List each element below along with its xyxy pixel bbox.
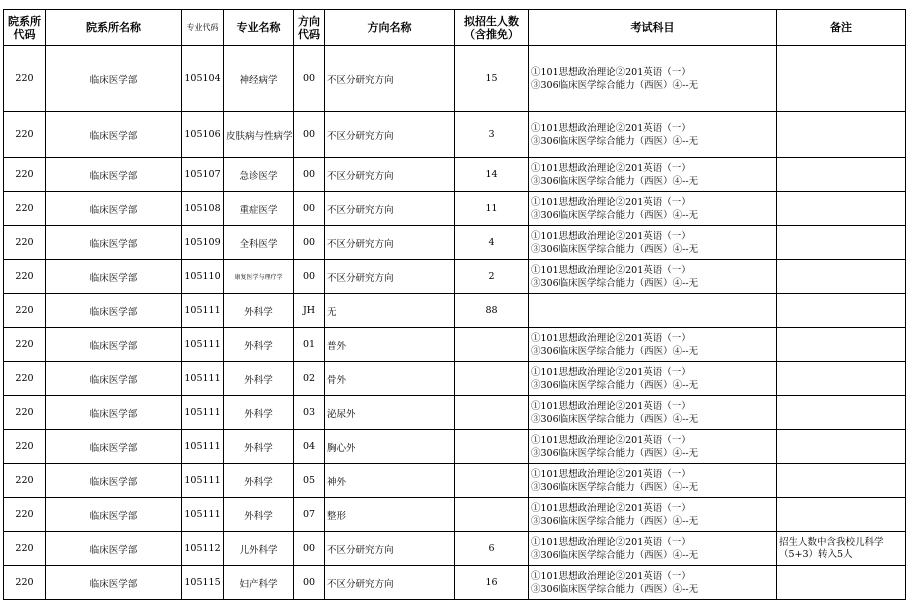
subject-line: ③306临床医学综合能力（西医）④--无: [531, 447, 699, 459]
subject-line: ③306临床医学综合能力（西医）④--无: [531, 277, 699, 289]
cell-direction-code: 00: [294, 112, 325, 158]
cell-subjects: [529, 192, 777, 226]
subject-line: ①101思想政治理论②201英语（一）: [531, 366, 691, 378]
cell-dept-name: 临床医学部: [46, 328, 182, 362]
cell-direction-name: 无: [325, 294, 455, 328]
cell-direction-name: 不区分研究方向: [325, 158, 455, 192]
cell-direction-name: 普外: [325, 328, 455, 362]
cell-quota: 2: [455, 260, 529, 294]
cell-dept-code: 220: [4, 294, 46, 328]
cell-dept-name: 临床医学部: [46, 362, 182, 396]
cell-quota: [455, 328, 529, 362]
subject-line: ③306临床医学综合能力（西医）④--无: [531, 379, 699, 391]
cell-note: [777, 192, 906, 226]
table-row: [4, 362, 906, 396]
cell-subjects: [529, 46, 777, 112]
cell-subjects: [529, 112, 777, 158]
subject-line: ①101思想政治理论②201英语（一）: [531, 196, 691, 208]
cell-note: [777, 362, 906, 396]
cell-quota: [455, 498, 529, 532]
subject-line: ①101思想政治理论②201英语（一）: [531, 400, 691, 412]
cell-major-code: 105109: [182, 226, 224, 260]
header-dept-code: 院系所代码: [4, 10, 46, 46]
cell-major-code: 105110: [182, 260, 224, 294]
subject-line: ①101思想政治理论②201英语（一）: [531, 66, 691, 78]
table-row: [4, 226, 906, 260]
cell-direction-code: 00: [294, 46, 325, 112]
table-row: [4, 464, 906, 498]
cell-subjects: [529, 566, 777, 600]
cell-dept-name: 临床医学部: [46, 396, 182, 430]
cell-major-code: 105104: [182, 46, 224, 112]
cell-dept-name: 临床医学部: [46, 226, 182, 260]
table-row: [4, 112, 906, 158]
cell-dept-code: 220: [4, 260, 46, 294]
cell-direction-code: 00: [294, 158, 325, 192]
table-row: [4, 566, 906, 600]
cell-dept-code: 220: [4, 112, 46, 158]
subject-line: ③306临床医学综合能力（西医）④--无: [531, 549, 699, 561]
cell-quota: 88: [455, 294, 529, 328]
cell-direction-code: 01: [294, 328, 325, 362]
cell-note: [777, 464, 906, 498]
cell-quota: [455, 396, 529, 430]
cell-major-name: 外科学: [224, 362, 294, 396]
cell-direction-code: 00: [294, 192, 325, 226]
subject-line: ③306临床医学综合能力（西医）④--无: [531, 243, 699, 255]
cell-major-code: 105106: [182, 112, 224, 158]
cell-direction-name: 不区分研究方向: [325, 112, 455, 158]
subject-line: ③306临床医学综合能力（西医）④--无: [531, 515, 699, 527]
cell-dept-code: 220: [4, 498, 46, 532]
cell-direction-name: 不区分研究方向: [325, 260, 455, 294]
cell-dept-name: 临床医学部: [46, 260, 182, 294]
cell-major-name: 儿外科学: [224, 532, 294, 566]
cell-direction-code: 00: [294, 566, 325, 600]
cell-direction-name: 胸心外: [325, 430, 455, 464]
cell-major-code: 105111: [182, 396, 224, 430]
cell-note: [777, 260, 906, 294]
cell-direction-code: 07: [294, 498, 325, 532]
cell-quota: 14: [455, 158, 529, 192]
cell-major-name: 外科学: [224, 464, 294, 498]
cell-major-name: 外科学: [224, 294, 294, 328]
table-row: [4, 396, 906, 430]
cell-major-code: 105112: [182, 532, 224, 566]
cell-major-name: 外科学: [224, 328, 294, 362]
cell-quota: 3: [455, 112, 529, 158]
header-direction-name: 方向名称: [325, 10, 455, 46]
cell-direction-code: 00: [294, 532, 325, 566]
cell-note: [777, 112, 906, 158]
header-direction-code: 方向代码: [294, 10, 325, 46]
cell-direction-name: 整形: [325, 498, 455, 532]
subject-line: ①101思想政治理论②201英语（一）: [531, 332, 691, 344]
cell-major-name: 重症医学: [224, 192, 294, 226]
subject-line: ①101思想政治理论②201英语（一）: [531, 536, 691, 548]
cell-quota: 4: [455, 226, 529, 260]
cell-note: [777, 396, 906, 430]
cell-dept-code: 220: [4, 532, 46, 566]
cell-subjects: [529, 498, 777, 532]
cell-direction-name: 神外: [325, 464, 455, 498]
cell-quota: [455, 464, 529, 498]
cell-dept-code: 220: [4, 396, 46, 430]
table-row: [4, 430, 906, 464]
cell-direction-name: 不区分研究方向: [325, 192, 455, 226]
subject-line: ①101思想政治理论②201英语（一）: [531, 434, 691, 446]
table-header-row: [4, 10, 906, 46]
cell-major-name: 神经病学: [224, 46, 294, 112]
cell-major-code: 105111: [182, 328, 224, 362]
cell-subjects: [529, 294, 777, 328]
cell-major-code: 105111: [182, 430, 224, 464]
subject-line: ①101思想政治理论②201英语（一）: [531, 570, 691, 582]
cell-major-name: 康复医学与理疗学: [224, 260, 294, 294]
cell-note: [777, 430, 906, 464]
cell-direction-code: 02: [294, 362, 325, 396]
cell-dept-name: 临床医学部: [46, 430, 182, 464]
cell-quota: 15: [455, 46, 529, 112]
cell-dept-code: 220: [4, 362, 46, 396]
cell-direction-code: 00: [294, 260, 325, 294]
cell-dept-name: 临床医学部: [46, 112, 182, 158]
cell-subjects: [529, 430, 777, 464]
table-row: [4, 46, 906, 112]
header-subjects: 考试科目: [529, 10, 777, 46]
cell-dept-code: 220: [4, 464, 46, 498]
header-quota: 拟招生人数（含推免）: [455, 10, 529, 46]
cell-note: [777, 328, 906, 362]
cell-major-code: 105111: [182, 294, 224, 328]
cell-note: [777, 158, 906, 192]
subject-line: ①101思想政治理论②201英语（一）: [531, 162, 691, 174]
cell-subjects: [529, 532, 777, 566]
cell-major-name: 妇产科学: [224, 566, 294, 600]
cell-direction-code: 05: [294, 464, 325, 498]
cell-direction-name: 不区分研究方向: [325, 226, 455, 260]
cell-dept-name: 临床医学部: [46, 566, 182, 600]
cell-major-name: 外科学: [224, 396, 294, 430]
header-note: 备注: [777, 10, 906, 46]
cell-direction-name: 不区分研究方向: [325, 566, 455, 600]
cell-dept-code: 220: [4, 566, 46, 600]
subject-line: ③306临床医学综合能力（西医）④--无: [531, 175, 699, 187]
subject-line: ①101思想政治理论②201英语（一）: [531, 468, 691, 480]
cell-major-name: 外科学: [224, 498, 294, 532]
cell-direction-name: 不区分研究方向: [325, 46, 455, 112]
header-major-code: 专业代码: [182, 10, 224, 46]
subject-line: ③306临床医学综合能力（西医）④--无: [531, 345, 699, 357]
cell-dept-name: 临床医学部: [46, 498, 182, 532]
cell-subjects: [529, 396, 777, 430]
cell-dept-name: 临床医学部: [46, 532, 182, 566]
cell-note: [777, 226, 906, 260]
subject-line: ①101思想政治理论②201英语（一）: [531, 264, 691, 276]
cell-subjects: [529, 328, 777, 362]
cell-direction-code: 04: [294, 430, 325, 464]
cell-major-name: 外科学: [224, 430, 294, 464]
cell-quota: 16: [455, 566, 529, 600]
cell-subjects: [529, 464, 777, 498]
cell-direction-code: 03: [294, 396, 325, 430]
header-dept-name: 院系所名称: [46, 10, 182, 46]
table-row: [4, 498, 906, 532]
cell-direction-code: 00: [294, 226, 325, 260]
header-major-name: 专业名称: [224, 10, 294, 46]
cell-dept-name: 临床医学部: [46, 192, 182, 226]
cell-major-name: 皮肤病与性病学: [224, 112, 294, 158]
cell-note: [777, 46, 906, 112]
cell-major-code: 105115: [182, 566, 224, 600]
cell-major-name: 急诊医学: [224, 158, 294, 192]
table-row: [4, 260, 906, 294]
cell-quota: [455, 362, 529, 396]
subject-line: ③306临床医学综合能力（西医）④--无: [531, 209, 699, 221]
table-row: [4, 158, 906, 192]
cell-dept-code: 220: [4, 46, 46, 112]
cell-direction-name: 骨外: [325, 362, 455, 396]
cell-dept-code: 220: [4, 192, 46, 226]
cell-dept-code: 220: [4, 430, 46, 464]
subject-line: ③306临床医学综合能力（西医）④--无: [531, 481, 699, 493]
cell-direction-name: 不区分研究方向: [325, 532, 455, 566]
cell-direction-code: JH: [294, 294, 325, 328]
cell-dept-name: 临床医学部: [46, 294, 182, 328]
cell-major-name: 全科医学: [224, 226, 294, 260]
cell-subjects: [529, 260, 777, 294]
cell-subjects: [529, 226, 777, 260]
subject-line: ①101思想政治理论②201英语（一）: [531, 122, 691, 134]
table-row: [4, 294, 906, 328]
table-row: [4, 328, 906, 362]
subject-line: ③306临床医学综合能力（西医）④--无: [531, 135, 699, 147]
table-row: [4, 532, 906, 566]
cell-dept-name: 临床医学部: [46, 464, 182, 498]
cell-note: [777, 566, 906, 600]
cell-note: 招生人数中含我校儿科学（5+3）转入5人: [777, 532, 906, 566]
cell-dept-code: 220: [4, 158, 46, 192]
cell-major-code: 105111: [182, 362, 224, 396]
subject-line: ③306临床医学综合能力（西医）④--无: [531, 79, 699, 91]
cell-note: [777, 498, 906, 532]
subject-line: ①101思想政治理论②201英语（一）: [531, 502, 691, 514]
cell-dept-code: 220: [4, 226, 46, 260]
cell-major-code: 105108: [182, 192, 224, 226]
cell-major-code: 105111: [182, 464, 224, 498]
cell-dept-code: 220: [4, 328, 46, 362]
cell-major-code: 105107: [182, 158, 224, 192]
cell-direction-name: 泌尿外: [325, 396, 455, 430]
cell-dept-name: 临床医学部: [46, 46, 182, 112]
subject-line: ③306临床医学综合能力（西医）④--无: [531, 413, 699, 425]
subject-line: ③306临床医学综合能力（西医）④--无: [531, 583, 699, 595]
cell-note: [777, 294, 906, 328]
cell-major-code: 105111: [182, 498, 224, 532]
admissions-table: [3, 9, 906, 600]
cell-subjects: [529, 158, 777, 192]
cell-quota: 11: [455, 192, 529, 226]
table-row: [4, 192, 906, 226]
cell-dept-name: 临床医学部: [46, 158, 182, 192]
cell-quota: [455, 430, 529, 464]
subject-line: ①101思想政治理论②201英语（一）: [531, 230, 691, 242]
cell-subjects: [529, 362, 777, 396]
cell-quota: 6: [455, 532, 529, 566]
